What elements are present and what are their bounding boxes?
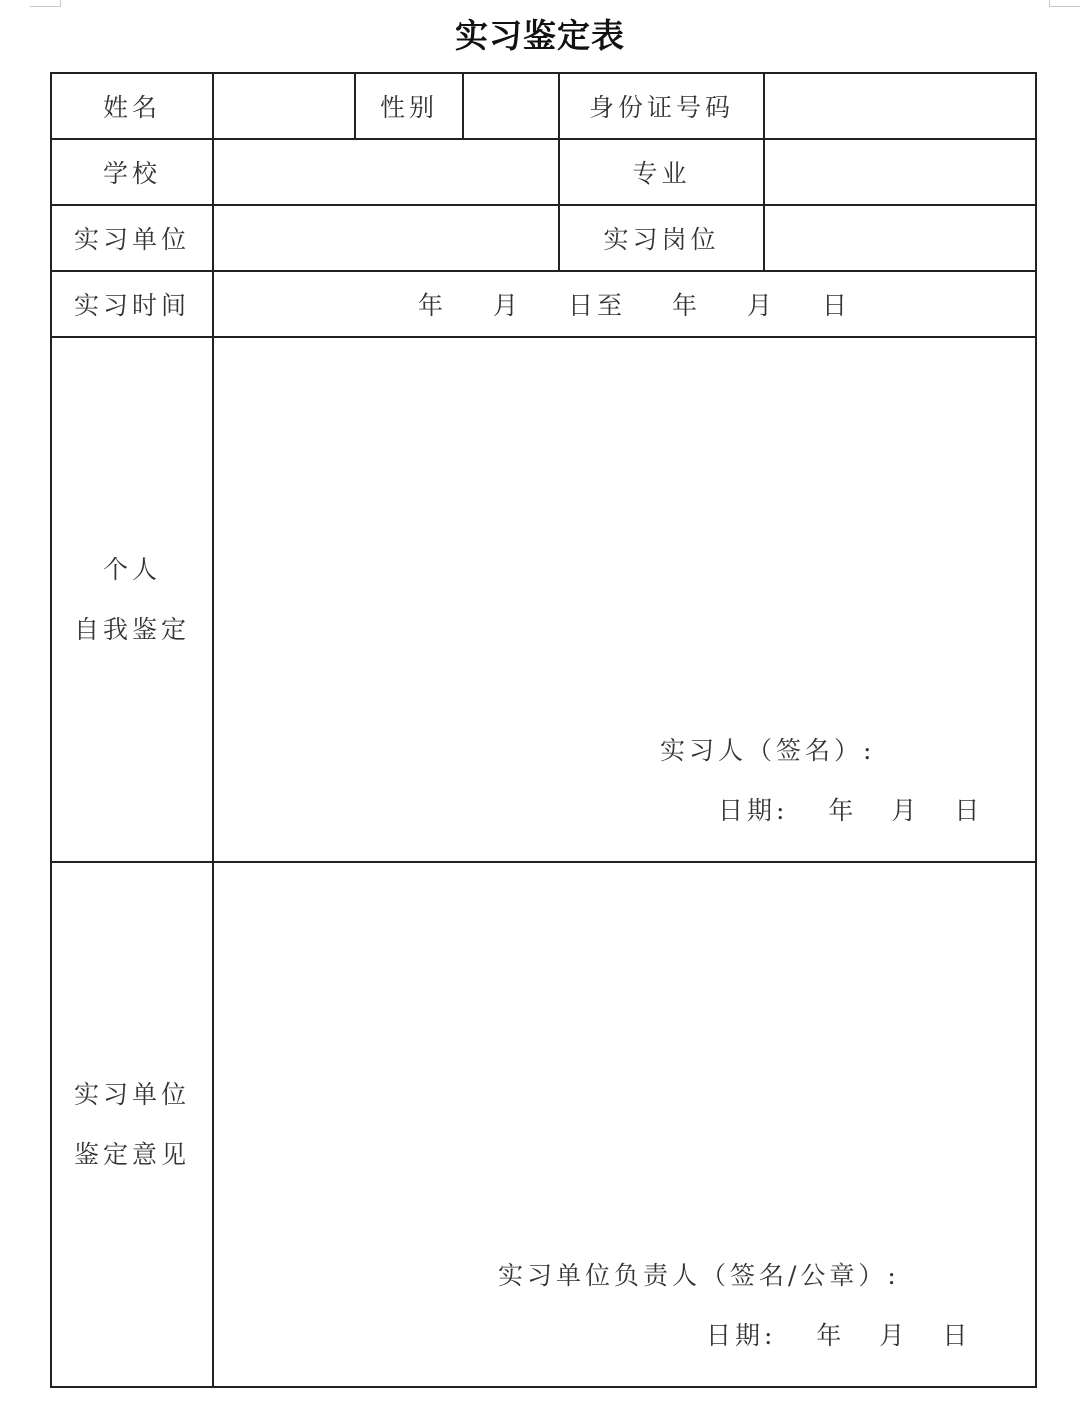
form-row-school [51,139,1036,205]
self-evaluation-label-line1: 个人 [102,554,161,584]
unit-evaluation-field[interactable] [213,862,1036,1387]
end-year-text: 年 [672,291,702,320]
internship-appraisal-form [50,72,1037,1388]
internship-time-label: 实习时间 [51,271,213,337]
name-field[interactable] [213,73,355,139]
date-range-line [214,286,1035,322]
end-day-text: 日 [822,291,852,320]
self-evaluation-date-label: 日期: [718,796,789,825]
self-evaluation-field[interactable] [213,337,1036,862]
intern-signature-line: 实习人（签名）: [660,736,876,765]
unit-evaluation-label [51,862,213,1387]
major-label: 专业 [559,139,764,205]
internship-unit-field[interactable] [213,205,559,271]
unit-evaluation-day-text: 日 [942,1321,972,1350]
gender-field[interactable] [463,73,559,139]
end-month-text: 月 [747,291,777,320]
self-evaluation-label [51,337,213,862]
internship-time-field[interactable] [213,271,1036,337]
unit-evaluation-label-line1: 实习单位 [73,1079,190,1109]
form-row-unit-evaluation [51,862,1036,1387]
self-evaluation-label-line2: 自我鉴定 [73,614,190,644]
start-day-to-text: 日至 [567,291,626,320]
form-row-unit [51,205,1036,271]
self-evaluation-month-text: 月 [891,796,921,825]
unit-evaluation-date-label: 日期: [706,1321,777,1350]
form-row-self-evaluation [51,337,1036,862]
internship-post-label: 实习岗位 [559,205,764,271]
id-number-field[interactable] [764,73,1036,139]
self-evaluation-date-line [718,791,983,827]
id-number-label: 身份证号码 [559,73,764,139]
start-month-text: 月 [492,291,522,320]
internship-post-field[interactable] [764,205,1036,271]
internship-unit-label: 实习单位 [51,205,213,271]
name-label: 姓名 [51,73,213,139]
self-evaluation-year-text: 年 [828,796,858,825]
school-field[interactable] [213,139,559,205]
self-evaluation-day-text: 日 [954,796,984,825]
start-year-text: 年 [417,291,447,320]
unit-evaluation-year-text: 年 [816,1321,846,1350]
form-row-time [51,271,1036,337]
unit-evaluation-label-line2: 鉴定意见 [73,1139,190,1169]
school-label: 学校 [51,139,213,205]
unit-evaluation-date-line [706,1316,971,1352]
page-corner-mark-right [1049,0,1080,7]
unit-evaluation-month-text: 月 [879,1321,909,1350]
gender-label: 性别 [355,73,463,139]
unit-supervisor-signature-line: 实习单位负责人（签名/公章）: [498,1261,900,1290]
form-row-personal [51,73,1036,139]
page-corner-mark-left [30,0,61,7]
document-title: 实习鉴定表 [455,16,625,55]
major-field[interactable] [764,139,1036,205]
